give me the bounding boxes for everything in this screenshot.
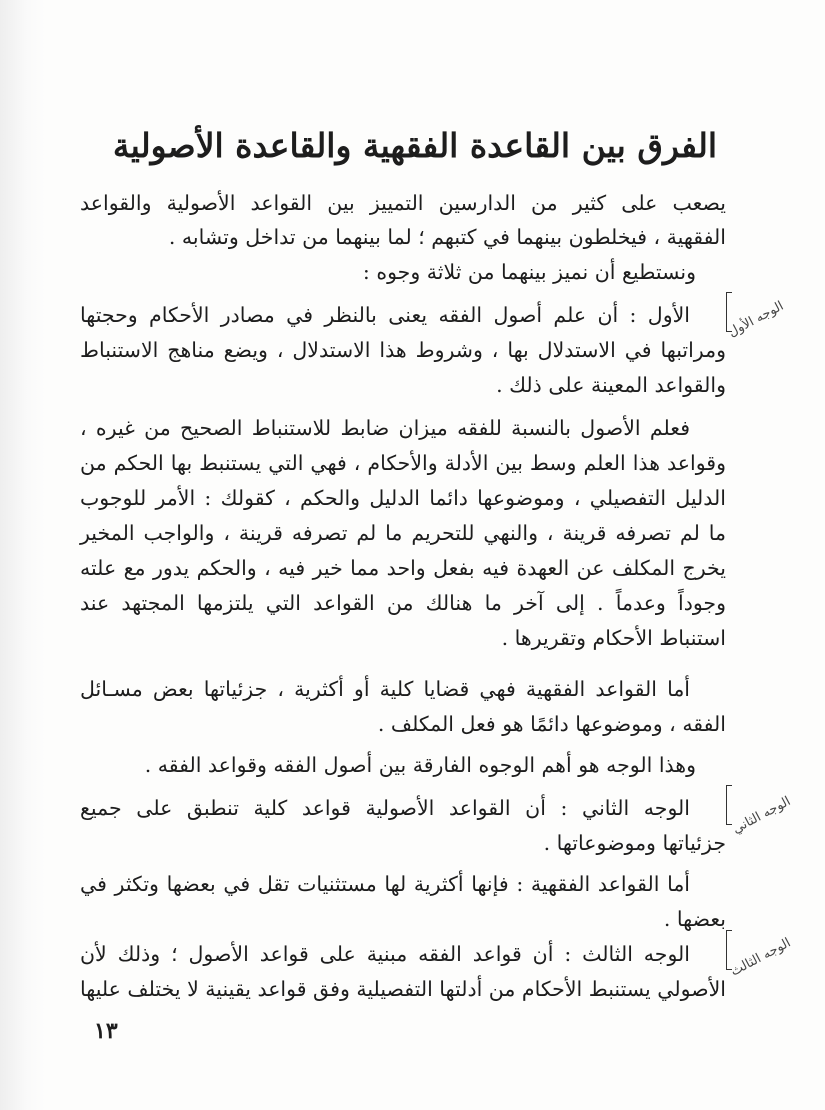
text-line: الفقهية ، فيخلطون بينهما في كتبهم ؛ لما بينهما من تداخل وتشابه .: [168, 225, 726, 249]
text-line: أما القواعد الفقهية فهي قضايا كلية أو أكثرية ، جزئياتها بعض مسـائل: [80, 677, 690, 701]
text-line: الأصولي يستنبط الأحكام من أدلتها التفصيلية وفق قواعد يقينية لا يختلف عليها: [80, 977, 726, 1001]
text-line: الأول : أن علم أصول الفقه يعنى بالنظر في مصادر الأحكام وحجتها: [80, 303, 690, 327]
margin-bracket: [726, 785, 732, 825]
text-line: ومراتبها في الاستدلال بها ، وشروط هذا الاستدلال ، ويضع مناهج الاستنباط: [80, 338, 726, 362]
scan-shadow: [0, 0, 46, 1110]
text-line: جزئياتها وموضوعاتها .: [543, 831, 726, 855]
page-title: الفرق بين القاعدة الفقهية والقاعدة الأصولية: [112, 126, 718, 165]
text-line: والقواعد المعينة على ذلك .: [496, 373, 726, 397]
text-line: الدليل التفصيلي ، وموضوعها دائما الدليل والحكم ، كقولك : الأمر للوجوب: [80, 486, 727, 510]
margin-note-first: الوجه الأول: [726, 298, 787, 341]
text-line: أما القواعد الفقهية : فإنها أكثرية لها مستثنيات تقل في بعضها وتكثر في: [80, 872, 690, 896]
text-line: وهذا الوجه هو أهم الوجوه الفارقة بين أصول الفقه وقواعد الفقه .: [144, 753, 696, 777]
text-line: وقواعد هذا العلم وسط بين الأدلة والأحكام ، فهي التي يستنبط بها الحكم من: [80, 451, 726, 475]
text-line: الوجه الثالث : أن قواعد الفقه مبنية على قواعد الأصول ؛ وذلك لأن: [80, 942, 690, 966]
text-line: استنباط الأحكام وتقريرها .: [501, 626, 726, 650]
text-line: وجوداً وعدماً . إلى آخر ما هنالك من القواعد التي يلتزمها المجتهد عند: [80, 591, 726, 615]
margin-note-second: الوجه الثاني: [730, 794, 794, 837]
margin-note-third: الوجه الثالث: [728, 935, 794, 980]
page-number: ١٣: [94, 1018, 118, 1044]
text-line: فعلم الأصول بالنسبة للفقه ميزان ضابط للاستنباط الصحيح من غيره ،: [80, 416, 690, 440]
text-line: يصعب على كثير من الدارسين التمييز بين القواعد الأصولية والقواعد: [80, 191, 726, 215]
text-line: بعضها .: [663, 907, 726, 931]
text-line: ونستطيع أن نميز بينهما من ثلاثة وجوه :: [362, 260, 696, 284]
text-line: يخرج المكلف عن العهدة فيه بفعل واحد مما خير فيه ، والحكم يدور مع علته: [80, 556, 726, 580]
text-line: الوجه الثاني : أن القواعد الأصولية قواعد كلية تنطبق على جميع: [80, 796, 690, 820]
text-line: ما لم تصرفه قرينة ، والنهي للتحريم ما لم تصرفه قرينة ، والواجب المخير: [80, 521, 726, 545]
text-line: الفقه ، وموضوعها دائمًا هو فعل المكلف .: [377, 712, 726, 736]
